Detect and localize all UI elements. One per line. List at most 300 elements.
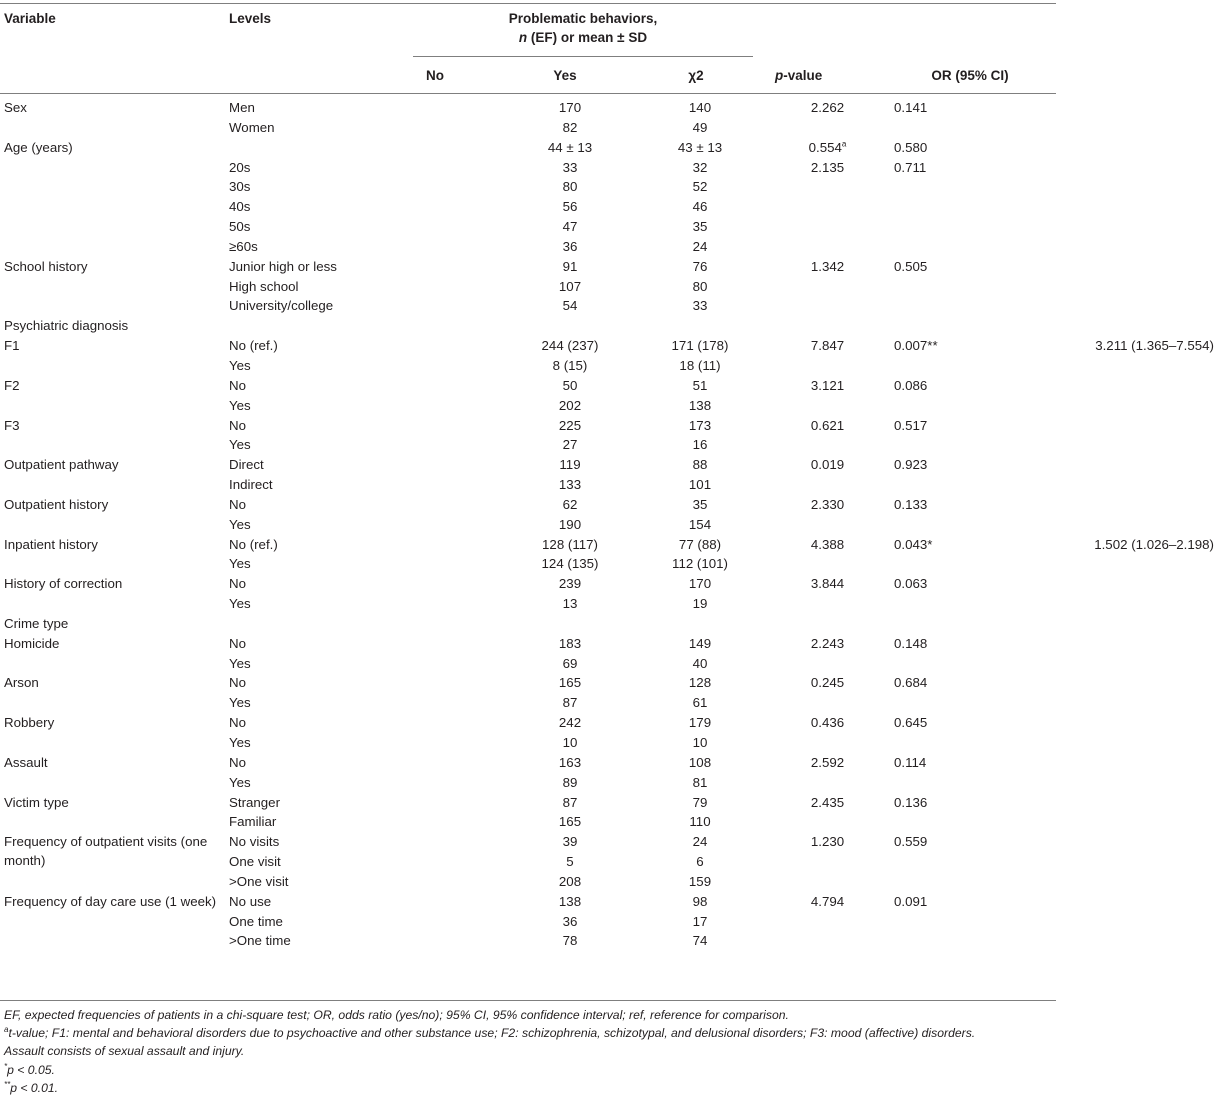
cell-level: [229, 693, 394, 713]
cell-variable: [0, 495, 229, 515]
cell-no-text: 124 (135): [541, 556, 599, 572]
cell-chi2-text: 4.794: [810, 893, 845, 909]
cell-p: [890, 753, 1056, 773]
cell-no-text: 82: [562, 119, 578, 135]
cell-level-text: Women: [229, 119, 275, 135]
cell-level-text: 40s: [229, 199, 251, 215]
cell-level-text: Yes: [229, 655, 251, 671]
header-p-italic: p: [775, 68, 784, 83]
cell-no: [505, 733, 635, 753]
cell-level: [229, 217, 394, 237]
cell-variable: [0, 396, 229, 416]
cell-level: [229, 852, 394, 872]
table-row: [0, 435, 1056, 455]
table-row: [0, 594, 1056, 614]
cell-yes-text: 76: [692, 258, 708, 274]
cell-level-text: Men: [229, 100, 255, 115]
cell-p: [890, 812, 1056, 832]
cell-p-text: 0.711: [894, 159, 927, 175]
cell-chi2-text: 0.554: [808, 139, 842, 155]
table-row: [0, 376, 1056, 396]
cell-variable-text: Robbery: [4, 715, 55, 731]
cell-spacer: [394, 177, 505, 197]
cell-yes: [635, 733, 765, 753]
cell-p: [890, 574, 1056, 594]
cell-or-text: 3.211 (1.365–7.554): [1095, 338, 1214, 354]
cell-level: [229, 138, 394, 158]
cell-yes: [635, 832, 765, 852]
cell-level-text: Familiar: [229, 814, 277, 830]
cell-p-text: 0.645: [894, 715, 928, 731]
cell-level: [229, 673, 394, 693]
cell-no: [505, 435, 635, 455]
cell-yes: [635, 793, 765, 813]
cell-p: [890, 793, 1056, 813]
cell-spacer: [394, 753, 505, 773]
cell-chi2: [765, 356, 890, 376]
cell-variable-text: F1: [4, 338, 20, 354]
cell-level: [229, 197, 394, 217]
cell-no: [505, 773, 635, 793]
cell-p: [890, 118, 1056, 138]
cell-no-text: 44 ± 13: [547, 139, 593, 155]
cell-or-text: 1.502 (1.026–2.198): [1094, 536, 1214, 552]
cell-no: [505, 356, 635, 376]
cell-no-text: 119: [559, 457, 581, 473]
cell-p: [890, 237, 1056, 257]
cell-yes: [635, 634, 765, 654]
cell-no: [505, 98, 635, 118]
cell-variable: [0, 753, 229, 773]
cell-level: [229, 495, 394, 515]
cell-no: [505, 197, 635, 217]
header-yes: Yes: [553, 68, 577, 83]
cell-no: [505, 554, 635, 574]
cell-no: [505, 257, 635, 277]
cell-chi2: [765, 237, 890, 257]
cell-p: [890, 773, 1056, 793]
cell-no: [505, 931, 635, 951]
table-row: [0, 832, 1056, 852]
cell-no-text: 36: [562, 238, 578, 254]
cell-p: [890, 396, 1056, 416]
cell-chi2: [765, 634, 890, 654]
cell-yes: [635, 416, 765, 436]
cell-yes: [635, 852, 765, 872]
table-row: [0, 296, 1056, 316]
cell-spacer: [394, 852, 505, 872]
cell-level-text: No: [229, 377, 246, 393]
cell-chi2: [765, 832, 890, 852]
cell-spacer: [394, 574, 505, 594]
table-row: [0, 177, 1056, 197]
cell-no: [505, 594, 635, 614]
cell-chi2-text: 2.592: [810, 754, 845, 770]
cell-yes-text: 154: [688, 516, 712, 532]
cell-yes-text: 43 ± 13: [677, 139, 723, 155]
cell-no-text: 87: [562, 794, 578, 810]
cell-chi2: [765, 396, 890, 416]
cell-no-text: 54: [562, 298, 578, 314]
cell-yes: [635, 376, 765, 396]
cell-p: [890, 435, 1056, 455]
cell-variable: [0, 177, 229, 197]
cell-spacer: [394, 515, 505, 535]
cell-spacer: [394, 435, 505, 455]
cell-no-text: 10: [562, 735, 578, 750]
cell-chi2: [765, 693, 890, 713]
cell-level-text: Direct: [229, 457, 264, 473]
table-row: [0, 138, 1056, 158]
cell-level: [229, 654, 394, 674]
cell-spacer: [394, 296, 505, 316]
header-group-rest: (EF) or mean ± SD: [527, 30, 648, 45]
cell-no: [505, 812, 635, 832]
cell-yes-text: 80: [692, 278, 708, 294]
cell-spacer: [394, 455, 505, 475]
cell-chi2-text: 1.230: [810, 834, 845, 850]
cell-chi2: [765, 535, 890, 555]
cell-no-text: 183: [558, 635, 582, 651]
cell-p-text: 0.086: [894, 377, 928, 393]
table-row: [0, 654, 1056, 674]
cell-spacer: [394, 98, 505, 118]
cell-level-text: No: [229, 496, 246, 512]
cell-yes: [635, 912, 765, 932]
cell-p-text: 0.114: [894, 754, 927, 770]
footnote-4-text: p < 0.05.: [7, 1062, 55, 1077]
header-or: OR (95% CI): [931, 68, 1009, 83]
cell-spacer: [394, 931, 505, 951]
table-row: [0, 118, 1056, 138]
cell-level: [229, 356, 394, 376]
cell-p: [890, 713, 1056, 733]
cell-level-text: Yes: [229, 735, 251, 750]
cell-yes: [635, 158, 765, 178]
cell-yes-text: 81: [692, 774, 708, 790]
cell-spacer: [394, 872, 505, 892]
cell-p: [890, 356, 1056, 376]
cell-level-text: No: [229, 417, 246, 433]
cell-level-text: No: [229, 576, 246, 592]
cell-yes: [635, 177, 765, 197]
cell-p: [890, 416, 1056, 436]
cell-p: [890, 177, 1056, 197]
cell-no-text: 242: [558, 715, 582, 731]
cell-variable: [0, 356, 229, 376]
cell-yes: [635, 455, 765, 475]
cell-p: [890, 495, 1056, 515]
cell-p: [890, 554, 1056, 574]
cell-yes: [635, 773, 765, 793]
table-row: [0, 316, 1056, 336]
cell-no: [505, 217, 635, 237]
cell-variable: [0, 812, 229, 832]
cell-level-text: 30s: [229, 179, 251, 195]
cell-chi2-text: 2.435: [810, 794, 845, 810]
cell-no: [505, 396, 635, 416]
cell-p: [890, 296, 1056, 316]
cell-p: [890, 614, 1056, 634]
cell-no-text: 107: [558, 278, 582, 294]
footnote-2: [4, 1024, 1054, 1042]
cell-no: [505, 614, 635, 634]
cell-yes-text: 46: [692, 199, 708, 215]
cell-level-text: Yes: [229, 596, 251, 612]
cell-p-text: 0.007**: [894, 338, 938, 354]
cell-level-text: Yes: [229, 695, 251, 711]
cell-no: [505, 118, 635, 138]
cell-spacer: [394, 396, 505, 416]
cell-spacer: [394, 733, 505, 753]
cell-no: [505, 158, 635, 178]
cell-spacer: [394, 197, 505, 217]
cell-level-text: Junior high or less: [229, 258, 337, 274]
cell-yes: [635, 316, 765, 336]
cell-level: [229, 98, 394, 118]
table-row: [0, 158, 1056, 178]
cell-no-text: 225: [558, 417, 582, 433]
cell-chi2-text: 2.330: [810, 496, 845, 512]
cell-p: [890, 277, 1056, 297]
cell-p: [890, 98, 1056, 118]
cell-variable: [0, 892, 229, 932]
cell-yes-text: 10: [692, 735, 708, 750]
cell-no: [505, 753, 635, 773]
cell-no: [505, 138, 635, 158]
cell-yes: [635, 277, 765, 297]
cell-yes: [635, 713, 765, 733]
cell-yes-text: 19: [692, 596, 708, 612]
cell-chi2: [765, 892, 890, 912]
cell-spacer: [394, 356, 505, 376]
cell-chi2: [765, 158, 890, 178]
cell-variable: [0, 654, 229, 674]
cell-chi2: [765, 197, 890, 217]
table-row: [0, 793, 1056, 813]
cell-no: [505, 634, 635, 654]
cell-yes: [635, 872, 765, 892]
cell-yes-text: 17: [692, 913, 708, 929]
cell-chi2-text: 0.245: [810, 675, 845, 691]
cell-yes-text: 149: [688, 635, 712, 651]
header-variable: Variable: [4, 11, 56, 26]
cell-variable: [0, 416, 229, 436]
cell-yes: [635, 535, 765, 555]
cell-spacer: [394, 237, 505, 257]
cell-chi2: [765, 257, 890, 277]
cell-level: [229, 396, 394, 416]
cell-no-text: 133: [558, 477, 582, 493]
cell-level: [229, 912, 394, 932]
footnote-5-sup: **: [4, 1079, 11, 1089]
cell-p: [890, 892, 1056, 912]
cell-variable: [0, 515, 229, 535]
cell-spacer: [394, 594, 505, 614]
table-row: [0, 217, 1056, 237]
cell-chi2-sup: a: [841, 139, 847, 149]
cell-chi2-text: 2.262: [810, 100, 845, 115]
cell-yes: [635, 495, 765, 515]
cell-no: [505, 376, 635, 396]
cell-chi2: [765, 713, 890, 733]
cell-no-text: 78: [562, 933, 578, 949]
header-group-n: n: [518, 30, 528, 45]
cell-level-text: No: [229, 715, 246, 731]
cell-no-text: 89: [562, 774, 578, 790]
cell-no-text: 170: [558, 100, 582, 115]
cell-variable: [0, 376, 229, 396]
cell-chi2: [765, 912, 890, 932]
cell-spacer: [394, 158, 505, 178]
cell-yes: [635, 217, 765, 237]
cell-yes-text: 159: [688, 873, 712, 889]
cell-yes: [635, 118, 765, 138]
cell-p-text: 0.559: [894, 834, 928, 850]
cell-yes-text: 79: [692, 794, 708, 810]
cell-variable: [0, 197, 229, 217]
cell-spacer: [394, 257, 505, 277]
cell-level-text: No use: [229, 893, 272, 909]
header-group-line2: [413, 28, 753, 47]
cell-p-text: 0.091: [894, 893, 928, 909]
footnote-3: Assault consists of sexual assault and injury.: [4, 1044, 245, 1059]
cell-variable-text: Assault: [4, 754, 48, 770]
cell-p: [890, 158, 1056, 178]
cell-p: [890, 217, 1056, 237]
cell-variable: [0, 98, 229, 118]
cell-level-text: Yes: [229, 357, 251, 373]
table-row: [0, 535, 1056, 555]
cell-yes-text: 24: [692, 834, 708, 850]
cell-chi2: [765, 753, 890, 773]
cell-variable: [0, 455, 229, 475]
cell-chi2: [765, 177, 890, 197]
cell-yes-text: 51: [692, 377, 708, 393]
cell-chi2: [765, 376, 890, 396]
cell-chi2-text: 0.019: [810, 457, 845, 473]
cell-level: [229, 554, 394, 574]
cell-level-text: >One time: [229, 933, 291, 949]
cell-p: [890, 594, 1056, 614]
cell-spacer: [394, 118, 505, 138]
cell-p: [890, 376, 1056, 396]
cell-no-text: 80: [562, 179, 578, 195]
table-row: [0, 773, 1056, 793]
cell-yes: [635, 237, 765, 257]
cell-chi2: [765, 217, 890, 237]
cell-no: [505, 336, 635, 356]
cell-p: [890, 872, 1056, 892]
cell-level: [229, 296, 394, 316]
cell-spacer: [394, 912, 505, 932]
cell-yes-text: 61: [692, 695, 708, 711]
cell-level: [229, 177, 394, 197]
cell-chi2-text: 7.847: [810, 338, 845, 354]
cell-no-text: 163: [558, 754, 582, 770]
cell-spacer: [394, 316, 505, 336]
cell-variable: [0, 435, 229, 455]
cell-variable: [0, 158, 229, 178]
cell-variable: [0, 872, 229, 892]
cell-no: [505, 574, 635, 594]
cell-yes-text: 6: [696, 854, 704, 870]
cell-level: [229, 435, 394, 455]
cell-level: [229, 614, 394, 634]
cell-p-text: 0.684: [894, 675, 928, 691]
cell-level: [229, 237, 394, 257]
cell-variable-text: Psychiatric diagnosis: [4, 318, 129, 334]
cell-chi2: [765, 574, 890, 594]
cell-spacer: [394, 713, 505, 733]
cell-level: [229, 535, 394, 555]
cell-variable: [0, 336, 229, 356]
cell-yes-text: 88: [692, 457, 708, 473]
cell-chi2: [765, 931, 890, 951]
cell-chi2-text: 2.135: [810, 159, 845, 175]
table-row: [0, 396, 1056, 416]
cell-p-text: 0.043*: [894, 536, 933, 552]
cell-yes-text: 74: [692, 933, 708, 949]
cell-no: [505, 872, 635, 892]
cell-no: [505, 713, 635, 733]
cell-spacer: [394, 554, 505, 574]
cell-chi2: [765, 594, 890, 614]
cell-p-text: 0.517: [894, 417, 928, 433]
cell-yes-text: 33: [692, 298, 708, 314]
cell-chi2-text: 1.342: [810, 258, 845, 274]
cell-level: [229, 416, 394, 436]
cell-yes-text: 112 (101): [672, 556, 728, 572]
cell-p-text: 0.133: [894, 496, 928, 512]
cell-yes-text: 32: [692, 159, 708, 175]
footnote-1: EF, expected frequencies of patients in a chi-square test; OR, odds ratio (yes/no); 95% CI, 95% confidence interval; ref, reference for comparison.: [4, 1008, 789, 1022]
cell-chi2: [765, 455, 890, 475]
cell-level-text: One time: [229, 913, 283, 929]
cell-level: [229, 634, 394, 654]
cell-p: [890, 832, 1056, 852]
cell-level: [229, 376, 394, 396]
cell-p: [890, 733, 1056, 753]
table-row: [0, 673, 1056, 693]
header-no: No: [426, 68, 444, 83]
cell-chi2: [765, 138, 890, 158]
cell-yes: [635, 356, 765, 376]
table-row: [0, 197, 1056, 217]
cell-no: [505, 177, 635, 197]
cell-yes-text: 98: [692, 893, 708, 909]
data-table: [0, 98, 1214, 951]
cell-yes-text: 101: [688, 477, 712, 493]
footnote-2-text: t-value; F1: mental and behavioral disorders due to psychoactive and other substance use; F2: schizophrenia, schizotypal, and delusional disorders; F3: mood (affective) disorders.: [8, 1026, 976, 1041]
cell-variable-text: F2: [4, 377, 20, 393]
cell-level: [229, 574, 394, 594]
cell-variable: [0, 832, 229, 872]
cell-p: [890, 693, 1056, 713]
table-row: [0, 356, 1056, 376]
table-row: [0, 455, 1056, 475]
cell-yes: [635, 673, 765, 693]
cell-level-text: High school: [229, 278, 299, 294]
cell-p: [890, 634, 1056, 654]
cell-level-text: 50s: [229, 219, 251, 235]
cell-yes-text: 140: [688, 100, 712, 115]
cell-p-text: 0.580: [894, 139, 928, 155]
cell-no: [505, 515, 635, 535]
cell-spacer: [394, 793, 505, 813]
table-row: [0, 98, 1056, 118]
cell-p: [890, 138, 1056, 158]
